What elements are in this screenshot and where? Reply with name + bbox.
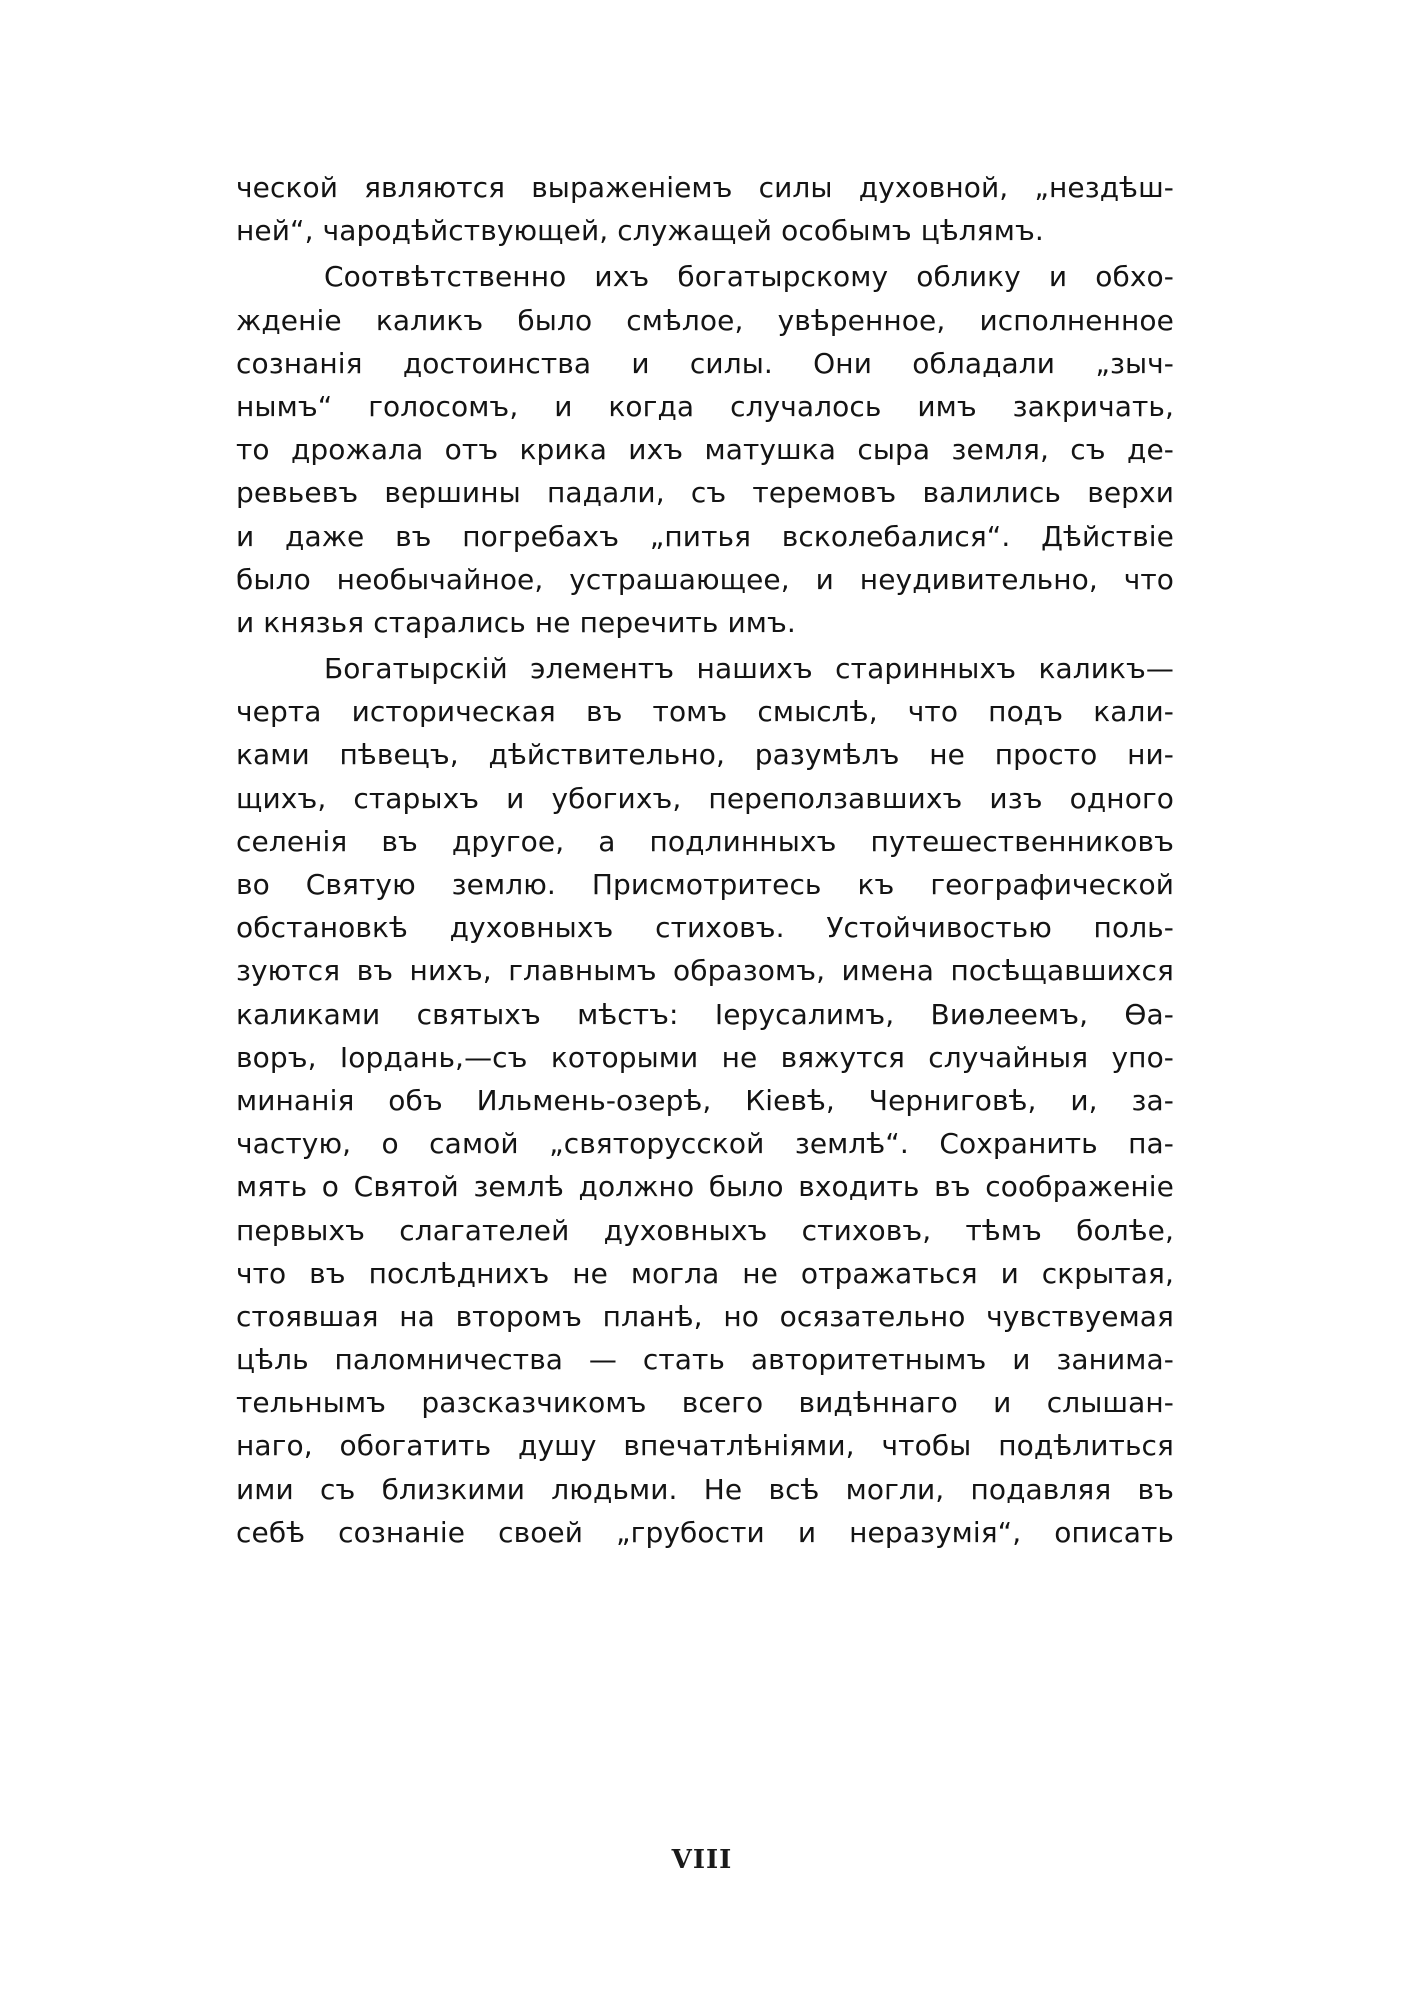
text-line: цѣль паломничества — стать авторитетнымъ и занима- <box>236 1343 1174 1377</box>
text-line: частую, о самой „святорусской землѣ“. Сохранить па- <box>236 1127 1174 1161</box>
text-line: каликами святыхъ мѣстъ: Іерусалимъ, Виѳлеемъ, Ѳа- <box>236 997 1174 1031</box>
text-line: и князья старались не перечить имъ. <box>236 605 796 639</box>
text-line: ками пѣвецъ, дѣйствительно, разумѣлъ не просто ни- <box>236 738 1174 772</box>
text-line: зуются въ нихъ, главнымъ образомъ, имена посѣщавшихся <box>236 954 1174 988</box>
text-line: Соотвѣтственно ихъ богатырскому облику и обхо- <box>324 260 1174 294</box>
text-line: щихъ, старыхъ и убогихъ, переползавшихъ изъ одного <box>236 781 1174 815</box>
text-line: минанія объ Ильмень-озерѣ, Кіевѣ, Черниговѣ, и, за- <box>236 1083 1174 1117</box>
text-line: во Святую землю. Присмотритесь къ географической <box>236 868 1174 901</box>
text-line: наго, обогатить душу впечатлѣніями, чтобы подѣлиться <box>236 1429 1174 1463</box>
text-line: нымъ“ голосомъ, и когда случалось имъ закричать, <box>236 389 1174 423</box>
text-line: тельнымъ разсказчикомъ всего видѣннаго и слышан- <box>236 1386 1174 1420</box>
text-line: ими съ близкими людьми. Не всѣ могли, подавляя въ <box>236 1472 1174 1506</box>
text-line: себѣ сознаніе своей „грубости и неразумія“, описать <box>236 1515 1174 1549</box>
text-line: ческой являются выраженіемъ силы духовной, „нездѣш- <box>236 171 1174 204</box>
text-line: первыхъ слагателей духовныхъ стиховъ, тѣмъ болѣе, <box>236 1213 1174 1247</box>
text-line: стоявшая на второмъ планѣ, но осязательно чувствуемая <box>236 1299 1174 1333</box>
text-line: Богатырскій элементъ нашихъ старинныхъ каликъ— <box>324 652 1174 686</box>
text-line: селенія въ другое, а подлинныхъ путешественниковъ <box>236 824 1174 858</box>
text-line: жденіе каликъ было смѣлое, увѣренное, исполненное <box>236 303 1174 337</box>
text-line: обстановкѣ духовныхъ стиховъ. Устойчивостью поль- <box>236 911 1174 945</box>
text-line: сознанія достоинства и силы. Они обладали „зыч- <box>236 346 1174 380</box>
text-line: было необычайное, устрашающее, и неудивительно, что <box>236 562 1174 596</box>
text-line: ревьевъ вершины падали, съ теремовъ валились верхи <box>236 476 1174 510</box>
text-line: черта историческая въ томъ смыслѣ, что подъ кали- <box>236 695 1174 729</box>
page-number: VIII <box>671 1845 733 1875</box>
text-line: ней“, чародѣйствующей, служащей особымъ цѣлямъ. <box>236 214 1044 248</box>
body-text <box>236 166 1174 1554</box>
text-line: и даже въ погребахъ „питья всколебалися“. Дѣйствіе <box>236 519 1174 553</box>
text-line: то дрожала отъ крика ихъ матушка сыра земля, съ де- <box>236 433 1174 467</box>
text-line: что въ послѣднихъ не могла не отражаться и скрытая, <box>236 1256 1174 1290</box>
text-line: воръ, Іордань,—съ которыми не вяжутся случайныя упо- <box>236 1040 1174 1074</box>
text-line: мять о Святой землѣ должно было входить въ соображеніе <box>236 1170 1174 1204</box>
